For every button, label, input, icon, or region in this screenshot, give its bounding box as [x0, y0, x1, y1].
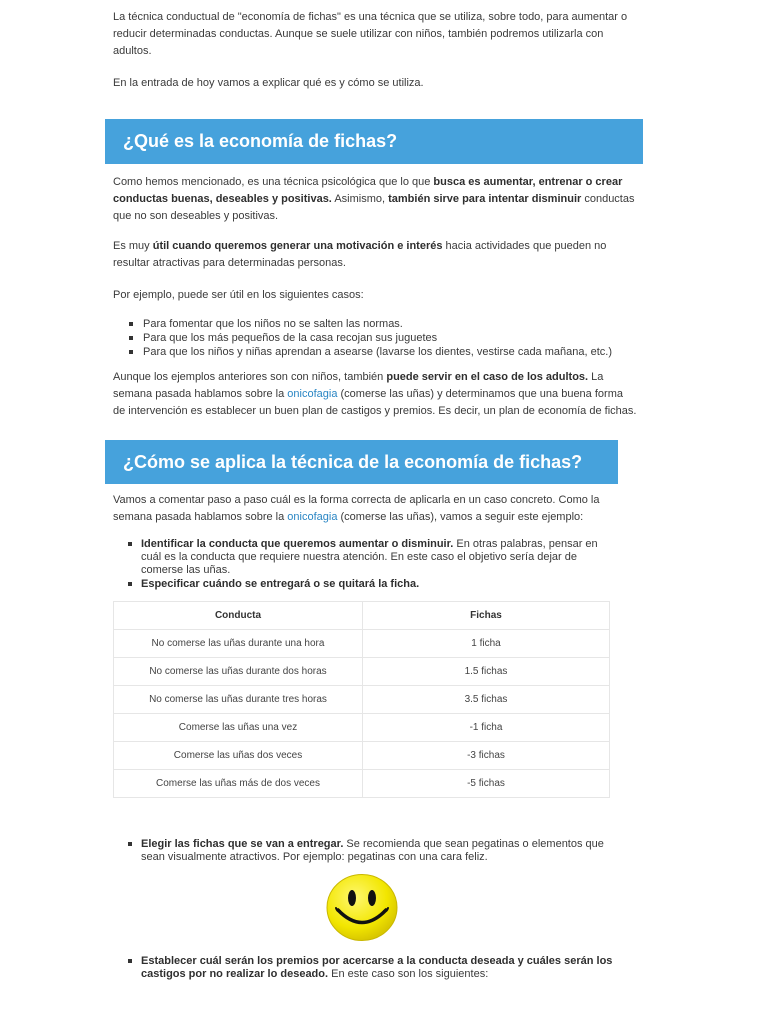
steps-list-final	[113, 955, 613, 981]
text-run: (comerse las uñas) y determinamos que una buena forma de intervención es establecer un buen plan de castigos y premios. Es decir, un plan de economía de fichas.	[113, 388, 637, 417]
text-run: (comerse las uñas), vamos a seguir este ejemplo:	[337, 511, 584, 523]
table-cell: No comerse las uñas durante dos horas	[114, 658, 363, 686]
table-cell: No comerse las uñas durante una hora	[114, 630, 363, 658]
text-run: La semana pasada hablamos sobre la	[113, 371, 604, 400]
table-cell: Comerse las uñas una vez	[114, 714, 363, 742]
definition-paragraph	[113, 174, 638, 225]
table-header-cell: Conducta	[114, 602, 363, 630]
table-cell: 1 ficha	[363, 630, 610, 658]
list-item	[113, 538, 613, 577]
section-heading-how-to	[105, 440, 618, 484]
table-row	[114, 630, 610, 658]
table-row	[114, 714, 610, 742]
table-cell: -5 fichas	[363, 770, 610, 798]
list-item: Para que los más pequeños de la casa recojan sus juguetes	[113, 331, 638, 345]
text-run-bold: útil cuando queremos generar una motivación e interés	[152, 240, 443, 252]
text-run: Vamos a comentar paso a paso cuál es la forma correcta de aplicarla en un caso concreto. Como la semana pasada hablamos sobre la	[113, 494, 600, 523]
section-heading-text: ¿Qué es la economía de fichas?	[123, 131, 398, 151]
table-cell: Comerse las uñas dos veces	[114, 742, 363, 770]
text-run: En este caso son los siguientes:	[328, 968, 489, 980]
onicofagia-link-2[interactable]: onicofagia	[287, 511, 338, 523]
text-run: hacia actividades que pueden no resultar atractivas para determinadas personas.	[113, 240, 607, 269]
text-run: Aunque los ejemplos anteriores son con niños, también	[113, 371, 387, 383]
onicofagia-link[interactable]: onicofagia	[287, 388, 338, 400]
table-cell: No comerse las uñas durante tres horas	[114, 686, 363, 714]
table-row	[114, 658, 610, 686]
steps-list-continued	[113, 838, 613, 864]
list-item	[113, 578, 613, 591]
text-run-bold: Elegir las fichas que se van a entregar.	[141, 838, 344, 850]
text-run: Se recomienda que sean pegatinas o elementos que sean visualmente atractivos. Por ejemplo: pegatinas con una cara feliz.	[141, 838, 604, 863]
text-run-bold: también sirve para intentar disminuir	[388, 193, 582, 205]
text-run-bold: puede servir en el caso de los adultos.	[386, 371, 589, 383]
intro-paragraph-2: En la entrada de hoy vamos a explicar qué es y cómo se utiliza.	[113, 77, 424, 89]
text-run: En otras palabras, pensar en cuál es la conducta que requiere nuestra atención. En este caso el objetivo sería dejar de comerse las uñas.	[141, 538, 598, 576]
steps-list	[113, 538, 613, 591]
table-header-row	[114, 602, 610, 630]
smiley-face-icon	[325, 873, 399, 942]
token-table	[113, 601, 610, 798]
table-cell: 3.5 fichas	[363, 686, 610, 714]
examples-list	[113, 317, 638, 359]
steps-intro-paragraph	[113, 492, 638, 526]
list-item	[113, 955, 613, 981]
text-run: Es muy	[113, 240, 153, 252]
intro-paragraph: La técnica conductual de "economía de fichas" es una técnica que se utiliza, sobre todo, para aumentar o reducir determinadas conductas. Aunque se suele utilizar con niños, también podremos utilizarla con adultos.	[113, 11, 628, 57]
text-run-bold: busca es aumentar, entrenar o crear conductas buenas, deseables y positivas.	[113, 176, 623, 205]
text-run-bold: Identificar la conducta que queremos aumentar o disminuir.	[141, 538, 454, 550]
table-row	[114, 686, 610, 714]
examples-intro: Por ejemplo, puede ser útil en los siguientes casos:	[113, 289, 364, 301]
table-cell: Comerse las uñas más de dos veces	[114, 770, 363, 798]
table-row	[114, 770, 610, 798]
list-item: Para que los niños y niñas aprendan a asearse (lavarse los dientes, vestirse cada mañana, etc.)	[113, 345, 638, 359]
text-run: conductas que no son deseables y positivas.	[113, 193, 635, 222]
text-run-bold: Especificar cuándo se entregará o se quitará la ficha.	[141, 578, 420, 590]
list-item: Para fomentar que los niños no se salten las normas.	[113, 317, 638, 331]
text-run: Como hemos mencionado, es una técnica psicológica que lo que	[113, 176, 434, 188]
motivation-paragraph	[113, 238, 638, 272]
text-run: Asimismo,	[331, 193, 389, 205]
section-heading-text: ¿Cómo se aplica la técnica de la economía de fichas?	[123, 451, 583, 472]
list-item	[113, 838, 613, 864]
section-heading-what-is	[105, 119, 643, 164]
table-cell: -3 fichas	[363, 742, 610, 770]
table-cell: 1.5 fichas	[363, 658, 610, 686]
adults-paragraph	[113, 369, 638, 420]
table-row	[114, 742, 610, 770]
text-run-bold: Establecer cuál serán los premios por acercarse a la conducta deseada y cuáles serán los castigos por no realizar lo deseado.	[141, 955, 613, 980]
table-header-cell: Fichas	[363, 602, 610, 630]
table-cell: -1 ficha	[363, 714, 610, 742]
